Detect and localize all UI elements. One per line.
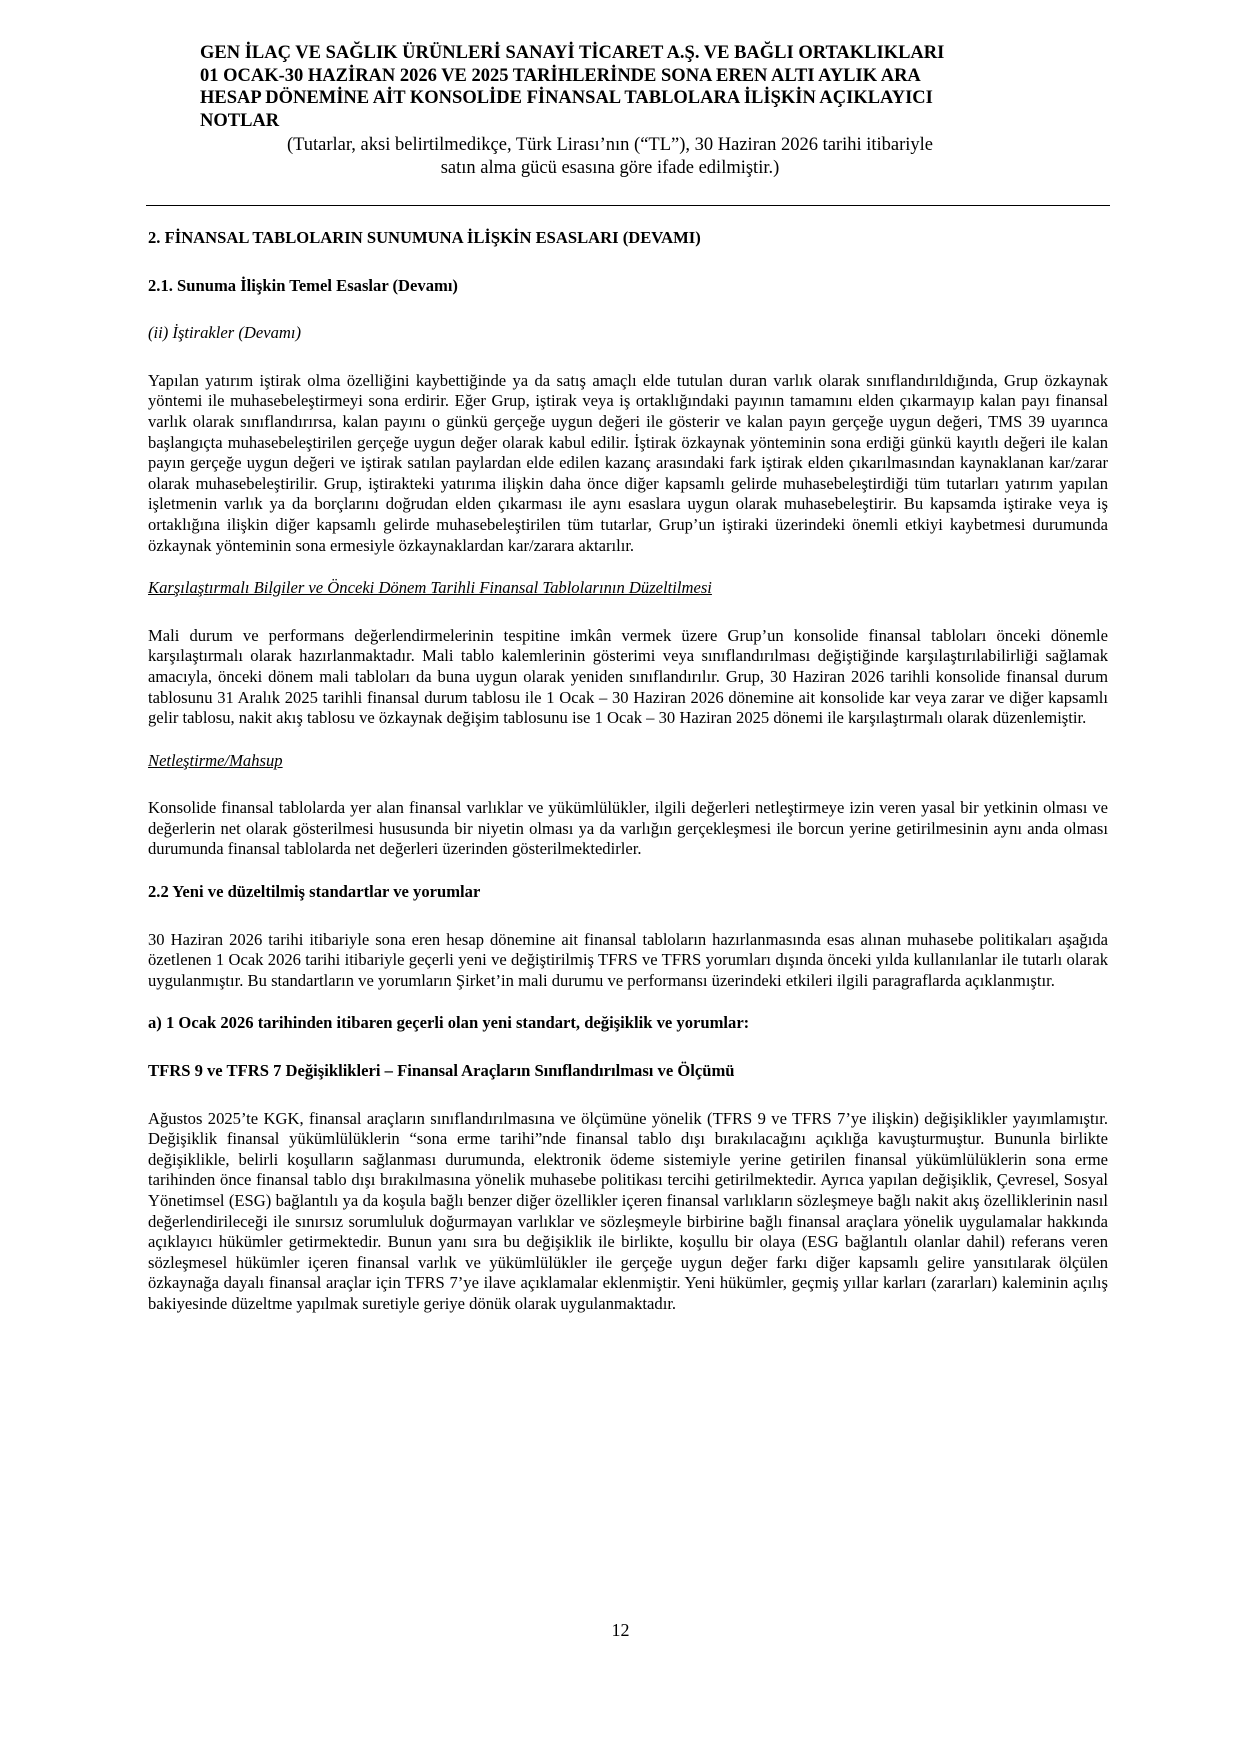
header-title-line-2: 01 OCAK-30 HAZİRAN 2026 VE 2025 TARİHLERİNDE SONA EREN ALTI AYLIK ARA xyxy=(200,65,921,86)
comparative-heading: Karşılaştırmalı Bilgiler ve Önceki Dönem Tarihli Finansal Tablolarının Düzeltilmesi xyxy=(148,578,712,598)
tfrs-heading: TFRS 9 ve TFRS 7 Değişiklikleri – Finansal Araçların Sınıflandırılması ve Ölçümü xyxy=(148,1061,735,1081)
page-number: 12 xyxy=(611,1620,630,1640)
ii-paragraph: Yapılan yatırım iştirak olma özelliğini kaybettiğinde ya da satış amaçlı elde tutulan duran varlık olarak sınıflandırıldığında, Grup özkaynak yöntemi ile muhasebeleştirmeyi sona erdirir. Eğer Grup, iştirak veya iş ortaklığındaki payının tamamını elden çıkarmayıp kalan payı finansal varlık olarak sınıflandırırsa, kalan payını o günkü gerçeğe uygun değeri ile gösterir ve kalan payın gerçeğe uygun değeri, TMS 39 uyarınca başlangıçta muhasebeleştirilen gerçeğe uygun değer olarak kabul edilir. İştirak özkaynak yönteminin sona erdiği günkü kayıtlı değeri ile kalan payın gerçeğe uygun değeri ve iştirak satılan paylardan elde edilen kazanç arasındaki fark iştirak elden çıkarılmasından kaynaklanan kar/zarar olarak muhasebeleştirilir. Grup, iştirakteki yatırıma ilişkin daha önce diğer kapsamlı gelirde muhasebeleştirdiği tüm tutarları yatırım yapılan işletmenin varlık ya da borçlarını doğrudan elden çıkarması ile aynı esaslara uygun olarak muhasebeleştirir. Bu kapsamda iştirake veya iş ortaklığına ilişkin diğer kapsamlı gelirde muhasebeleştirilen tüm tutarlar, Grup’un iştiraki üzerindeki önemli etkiyi kaybetmesi durumunda özkaynak yönteminin sona ermesiyle özkaynaklardan kar/zarara aktarılır. xyxy=(148,370,1108,555)
header-note-line-1: (Tutarlar, aksi belirtilmedikçe, Türk Lirası’nın (“TL”), 30 Haziran 2026 tarihi itibariyle xyxy=(286,135,934,155)
page-header xyxy=(200,42,1100,180)
comparative-paragraph: Mali durum ve performans değerlendirmelerinin tespitine imkân vermek üzere Grup’un konsolide finansal tabloları önceki dönemle karşılaştırmalı olarak hazırlanmaktadır. Mali tablo kalemlerinin gösterimi veya sınıflandırılması değiştiğinde karşılaştırılabilirliği sağlamak amacıyla, önceki dönem mali tabloları da buna uygun olarak yeniden sınıflandırılır. Grup, 30 Haziran 2026 tarihli konsolide finansal durum tablosunu 31 Aralık 2025 tarihli finansal durum tablosu ile 1 Ocak – 30 Haziran 2026 dönemine ait konsolide kar veya zarar ve diğer kapsamlı gelir tablosu, nakit akış tablosu ve özkaynak değişim tablosunu ise 1 Ocak – 30 Haziran 2025 dönemi ile karşılaştırmalı olarak düzenlemiştir. xyxy=(148,625,1108,728)
ii-heading: (ii) İştirakler (Devamı) xyxy=(148,323,301,343)
section-subheading: 2.1. Sunuma İlişkin Temel Esaslar (Devamı) xyxy=(148,275,458,295)
document-body xyxy=(148,228,1108,1315)
standards-paragraph: 30 Haziran 2026 tarihi itibariyle sona eren hesap dönemine ait finansal tabloların hazırlanmasında esas alınan muhasebe politikaları aşağıda özetlenen 1 Ocak 2026 tarihi itibariyle geçerli yeni ve değiştirilmiş TFRS ve TFRS yorumları dışında önceki yılda kullanılanlar ile tutarlı olarak uygulanmıştır. Bu standartların ve yorumların Şirket’in mali durumu ve performansı üzerindeki etkileri ilgili paragraflarda açıklanmıştır. xyxy=(148,929,1108,990)
netting-heading: Netleştirme/Mahsup xyxy=(148,750,283,770)
standards-heading: 2.2 Yeni ve düzeltilmiş standartlar ve yorumlar xyxy=(148,882,481,902)
header-title-line-3: HESAP DÖNEMİNE AİT KONSOLİDE FİNANSAL TABLOLARA İLİŞKİN AÇIKLAYICI xyxy=(200,88,933,108)
header-note-line-2: satın alma gücü esasına göre ifade edilmiştir.) xyxy=(440,158,780,178)
header-title-line-4: NOTLAR xyxy=(200,110,280,131)
new-standards-heading: a) 1 Ocak 2026 tarihinden itibaren geçerli olan yeni standart, değişiklik ve yorumlar: xyxy=(148,1013,750,1033)
tfrs-paragraph: Ağustos 2025’te KGK, finansal araçların sınıflandırılmasına ve ölçümüne yönelik (TFRS 9 ve TFRS 7’ye ilişkin) değişiklikler yayımlamıştır. Değişiklik finansal yükümlülüklerin “sona erme tarihi”nde finansal tablo dışı bırakılacağını açıklığa kavuşturmuştur. Bununla birlikte değişiklikle, belirli koşulların sağlanması durumunda, elektronik ödeme sistemiyle yerine getirilen finansal yükümlülüklerin sona erme tarihinden önce finansal tablo dışı bırakılmasına yönelik muhasebe politikası tercihi getirilmektedir. Ayrıca yapılan değişiklik, Çevresel, Sosyal Yönetimsel (ESG) bağlantılı ya da koşula bağlı benzer diğer özellikler içeren finansal varlıkların sözleşmeye bağlı nakit akış özelliklerinin nasıl değerlendirileceği ile sınırsız sorumluluk doğurmayan varlıklar ve sözleşmeyle birbirine bağlı finansal araçlara yönelik uygulamalar hakkında açıklayıcı hükümler getirmektedir. Bunun yanı sıra bu değişiklik ile birlikte, koşullu bir olaya (ESG bağlantılı olanlar dahil) referans veren sözleşmesel hükümler içeren finansal varlık ve yükümlülükler ile gerçeğe uygun değer farkı diğer kapsamlı gelire yansıtılarak ölçülen özkaynağa dayalı finansal araçlar için TFRS 7’ye ilave açıklamalar eklenmiştir. Yeni hükümler, geçmiş yıllar karları (zararları) kaleminin açılış bakiyesinde düzeltme yapılmak suretiyle geriye dönük olarak uygulanmaktadır. xyxy=(148,1108,1108,1313)
netting-paragraph: Konsolide finansal tablolarda yer alan finansal varlıklar ve yükümlülükler, ilgili değerleri netleştirmeye izin veren yasal bir yetkinin olması ve değerlerin net olarak gösterilmesi hususunda bir niyetin olması ya da varlığın gerçekleşmesi ile borcun yerine getirilmesinin aynı anda olması durumunda finansal tablolarda net değerleri üzerinden gösterilmektedirler. xyxy=(148,798,1108,859)
header-title-line-1: GEN İLAÇ VE SAĞLIK ÜRÜNLERİ SANAYİ TİCARET A.Ş. VE BAĞLI ORTAKLIKLARI xyxy=(200,43,945,63)
section-heading: 2. FİNANSAL TABLOLARIN SUNUMUNA İLİŞKİN ESASLARI (DEVAMI) xyxy=(148,228,701,247)
header-divider xyxy=(146,205,1110,206)
